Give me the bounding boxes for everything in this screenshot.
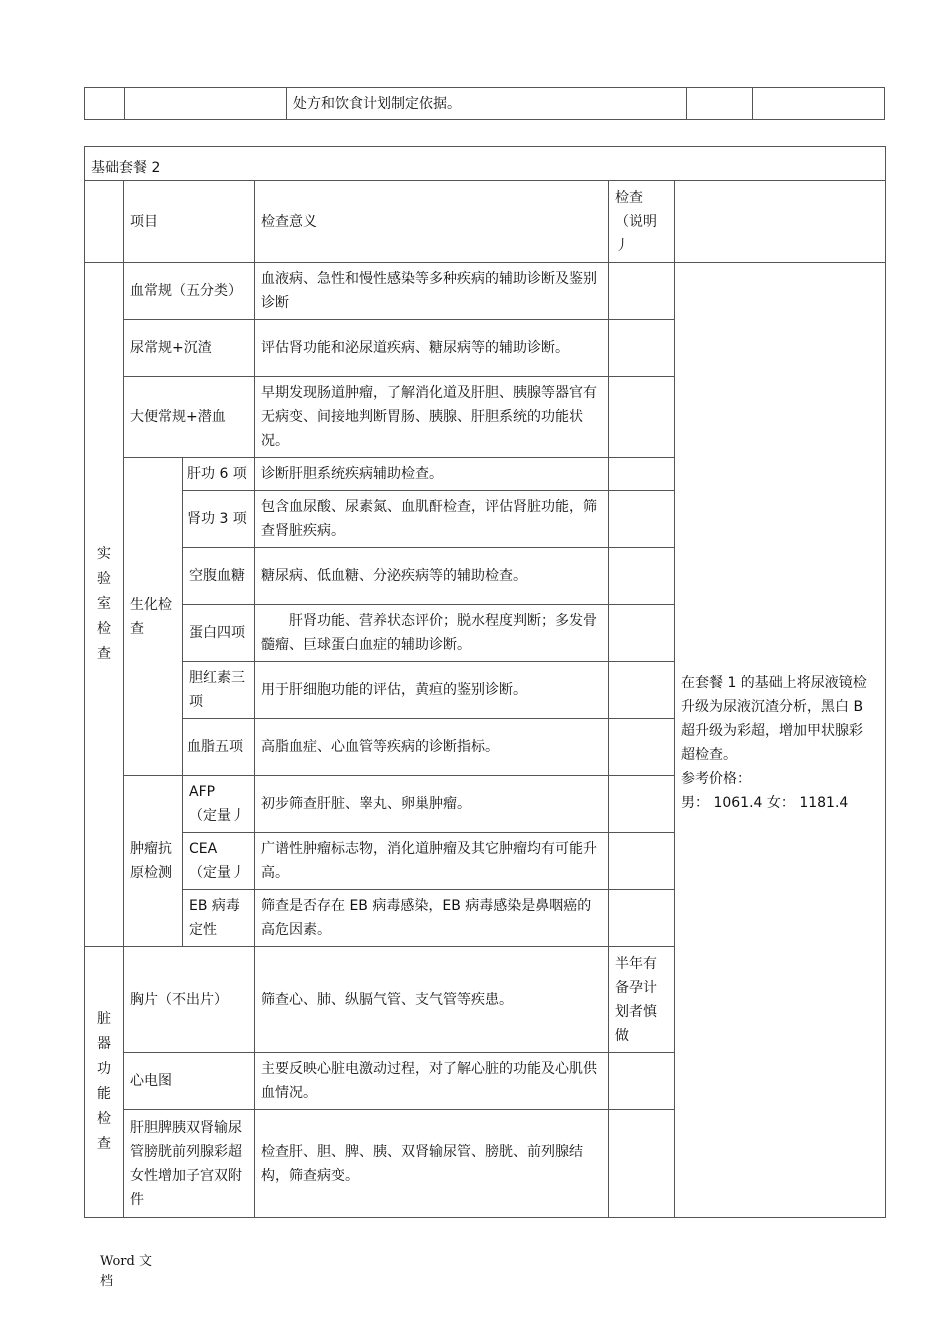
note-cell: [609, 776, 675, 833]
meaning-cell: 评估肾功能和泌尿道疾病、糖尿病等的辅助诊断。: [255, 320, 609, 377]
empty-cell: [85, 88, 125, 120]
package-title: 基础套餐 2: [85, 147, 886, 181]
item-cell: CEA （定量丿: [183, 833, 255, 890]
empty-cell: [85, 181, 124, 263]
header-item: 项目: [124, 181, 255, 263]
note-cell: [609, 1053, 675, 1110]
note-cell: [609, 833, 675, 890]
item-cell: 胸片（不出片）: [124, 947, 255, 1053]
footer-line: Word 文: [100, 1254, 152, 1269]
top-table-fragment: [84, 87, 885, 120]
item-cell: AFP （定量丿: [183, 776, 255, 833]
note-cell: 半年有备孕计划者慎做: [609, 947, 675, 1053]
empty-cell: [753, 88, 885, 120]
meaning-cell: 血液病、急性和慢性感染等多种疾病的辅助诊断及鉴别诊断: [255, 263, 609, 320]
item-cell: 心电图: [124, 1053, 255, 1110]
meaning-cell: 肝肾功能、营养状态评价；脱水程度判断；多发骨髓瘤、巨球蛋白血症的辅助诊断。: [255, 605, 609, 662]
document-footer: [100, 1252, 160, 1292]
item-cell: 肾功 3 项: [183, 491, 255, 548]
description-text: 在套餐 1 的基础上将尿液镜检升级为尿液沉渣分析，黑白 B 超升级为彩超，增加甲状腺彩超检查。: [681, 675, 867, 763]
group-organ-label: 脏 器 功 能 检 查: [85, 947, 124, 1218]
note-cell: [609, 605, 675, 662]
item-cell: 蛋白四项: [183, 605, 255, 662]
group-lab-label: 实 验 室 检 查: [85, 263, 124, 947]
note-cell: [609, 719, 675, 776]
item-cell: 肝功 6 项: [183, 458, 255, 491]
empty-cell: [125, 88, 287, 120]
item-cell: 大便常规+潜血: [124, 377, 255, 458]
note-cell: [609, 263, 675, 320]
item-cell: 血常规（五分类）: [124, 263, 255, 320]
item-cell: EB 病毒定性: [183, 890, 255, 947]
group-tumor-label: 肿瘤抗原检测: [124, 776, 183, 947]
note-cell: [609, 458, 675, 491]
top-row-text: 处方和饮食计划制定依据。: [287, 88, 687, 120]
item-cell: 肝胆脾胰双肾输尿管膀胱前列腺彩超女性增加子宫双附件: [124, 1110, 255, 1218]
group-biochem-label: 生化检查: [124, 458, 183, 776]
meaning-cell: 高脂血症、心血管等疾病的诊断指标。: [255, 719, 609, 776]
note-cell: [609, 662, 675, 719]
empty-cell: [687, 88, 753, 120]
title-row: [85, 147, 886, 181]
meaning-cell: 广谱性肿瘤标志物，消化道肿瘤及其它肿瘤均有可能升高。: [255, 833, 609, 890]
table-row: [85, 263, 886, 320]
footer-line: 档: [100, 1274, 114, 1289]
meaning-cell: 早期发现肠道肿瘤，了解消化道及肝胆、胰腺等器官有无病变、间接地判断胃肠、胰腺、肝胆系统的功能状况。: [255, 377, 609, 458]
header-meaning: 检查意义: [255, 181, 609, 263]
price-value: 男： 1061.4 女： 1181.4: [681, 795, 849, 811]
note-cell: [609, 320, 675, 377]
meaning-cell: 筛查是否存在 EB 病毒感染，EB 病毒感染是鼻咽癌的高危因素。: [255, 890, 609, 947]
item-cell: 尿常规+沉渣: [124, 320, 255, 377]
meaning-cell: 用于肝细胞功能的评估，黄疸的鉴别诊断。: [255, 662, 609, 719]
empty-cell: [675, 181, 886, 263]
header-note: 检查 （说明丿: [609, 181, 675, 263]
note-cell: [609, 548, 675, 605]
item-cell: 空腹血糖: [183, 548, 255, 605]
package-table: [84, 146, 886, 1218]
note-cell: [609, 1110, 675, 1218]
meaning-cell: 主要反映心脏电激动过程，对了解心脏的功能及心肌供血情况。: [255, 1053, 609, 1110]
price-label: 参考价格：: [681, 771, 751, 787]
meaning-cell: 筛查心、肺、纵膈气管、支气管等疾患。: [255, 947, 609, 1053]
table-row: [85, 88, 885, 120]
item-cell: 血脂五项: [183, 719, 255, 776]
meaning-cell: 检查肝、胆、脾、胰、双肾输尿管、膀胱、前列腺结构，筛查病变。: [255, 1110, 609, 1218]
note-cell: [609, 491, 675, 548]
package-description: [675, 263, 886, 1218]
header-row: [85, 181, 886, 263]
note-cell: [609, 890, 675, 947]
note-cell: [609, 377, 675, 458]
item-cell: 胆红素三项: [183, 662, 255, 719]
meaning-cell: 包含血尿酸、尿素氮、血肌酐检查，评估肾脏功能，筛查肾脏疾病。: [255, 491, 609, 548]
meaning-cell: 糖尿病、低血糖、分泌疾病等的辅助检查。: [255, 548, 609, 605]
meaning-cell: 初步筛查肝脏、睾丸、卵巢肿瘤。: [255, 776, 609, 833]
meaning-cell: 诊断肝胆系统疾病辅助检查。: [255, 458, 609, 491]
